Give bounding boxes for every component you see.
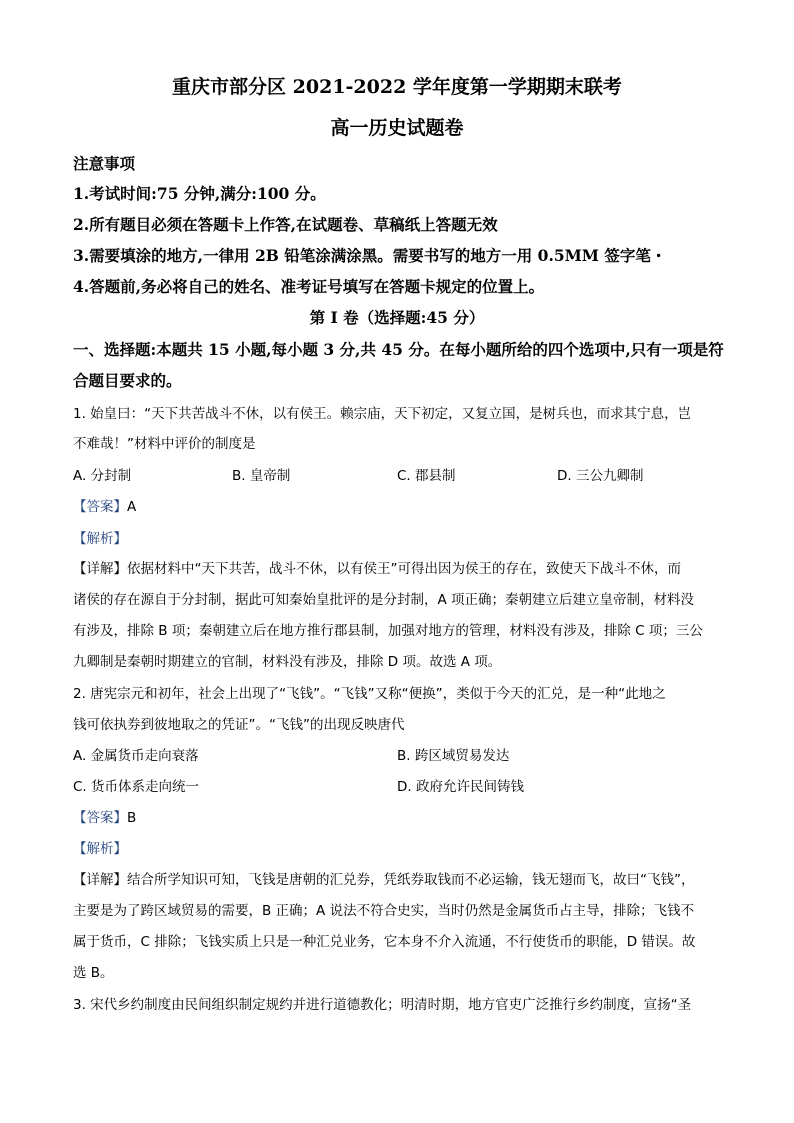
note-item: 1.考试时间:75 分钟,满分:100 分。 [73, 184, 326, 203]
q2-analysis-label: 【解析】 [73, 841, 127, 857]
exam-title: 重庆市部分区 2021-2022 学年度第一学期期末联考 [172, 76, 622, 98]
note-item: 2.所有题目必须在答题卡上作答,在试题卷、草稿纸上答题无效 [73, 215, 498, 234]
note-item: 4.答题前,务必将自己的姓名、准考证号填写在答题卡规定的位置上。 [73, 277, 545, 296]
answer-value: B [127, 810, 137, 826]
q1-answer [73, 495, 136, 515]
q2-detail: 【详解】结合所学知识可知，飞钱是唐朝的汇兑券，凭纸券取钱而不必运输，钱无翅而飞，故曰“飞钱”， [73, 872, 695, 888]
q1-option-b: B. 皇帝制 [232, 468, 291, 484]
q3-stem: 3. 宋代乡约制度由民间组织制定规约并进行道德教化；明清时期，地方官吏广泛推行乡约制度，宣扬“圣 [73, 997, 692, 1013]
answer-label: 【答案】 [73, 499, 127, 515]
q1-option-c: C. 郡县制 [397, 468, 456, 484]
section-intro: 合题目要求的。 [73, 371, 182, 390]
q2-detail: 选 B。 [73, 965, 114, 981]
q1-detail: 诸侯的存在源自于分封制，据此可知秦始皇批评的是分封制，A 项正确；秦朝建立后建立皇帝制，材料没 [73, 592, 695, 608]
q2-option-d: D. 政府允许民间铸钱 [397, 779, 524, 795]
q1-detail: 有涉及，排除 B 项；秦朝建立后在地方推行郡县制，加强对地方的管理，材料没有涉及，排除 C 项；三公 [73, 623, 703, 639]
q2-option-b: B. 跨区域贸易发达 [397, 748, 510, 764]
section-intro: 一、选择题:本题共 15 小题,每小题 3 分,共 45 分。在每小题所给的四个选项中,只有一项是符 [73, 340, 724, 359]
exam-subtitle: 高一历史试题卷 [330, 117, 464, 139]
q1-detail: 九卿制是秦朝时期建立的官制，材料没有涉及，排除 D 项。故选 A 项。 [73, 654, 502, 670]
q1-analysis-label: 【解析】 [73, 531, 127, 547]
q2-detail: 主要是为了跨区域贸易的需要，B 正确；A 说法不符合史实，当时仍然是金属货币占主导，排除；飞钱不 [73, 903, 695, 919]
q2-option-c: C. 货币体系走向统一 [73, 779, 200, 795]
q2-stem: 2. 唐宪宗元和初年，社会上出现了“飞钱”。“飞钱”又称“便换”，类似于今天的汇兑，是一种“此地之 [73, 686, 666, 702]
q2-detail: 属于货币，C 排除；飞钱实质上只是一种汇兑业务，它本身不介入流通，不行使货币的职能，D 错误。故 [73, 934, 696, 950]
answer-value: A [127, 499, 137, 515]
answer-label: 【答案】 [73, 810, 127, 826]
q1-stem: 1. 始皇曰：“天下共苦战斗不休，以有侯王。赖宗庙，天下初定，又复立国，是树兵也，而求其宁息，岂 [73, 406, 692, 422]
q1-option-d: D. 三公九卿制 [557, 468, 644, 484]
q1-option-a: A. 分封制 [73, 468, 132, 484]
q2-stem: 钱可依执券到彼地取之的凭证”。“飞钱”的出现反映唐代 [73, 717, 405, 733]
q1-detail: 【详解】依据材料中“天下共苦，战斗不休，以有侯王”可得出因为侯王的存在，致使天下战斗不休，而 [73, 561, 681, 577]
section-title: 第 I 卷（选择题:45 分） [309, 308, 485, 327]
q1-stem: 不难哉！”材料中评价的制度是 [73, 436, 256, 452]
note-item: 3.需要填涂的地方,一律用 2B 铅笔涂满涂黑。需要书写的地方一用 0.5MM 签字笔・ [73, 246, 667, 265]
q2-answer [73, 806, 136, 826]
notes-heading: 注意事项 [73, 154, 136, 173]
q2-option-a: A. 金属货币走向衰落 [73, 748, 199, 764]
